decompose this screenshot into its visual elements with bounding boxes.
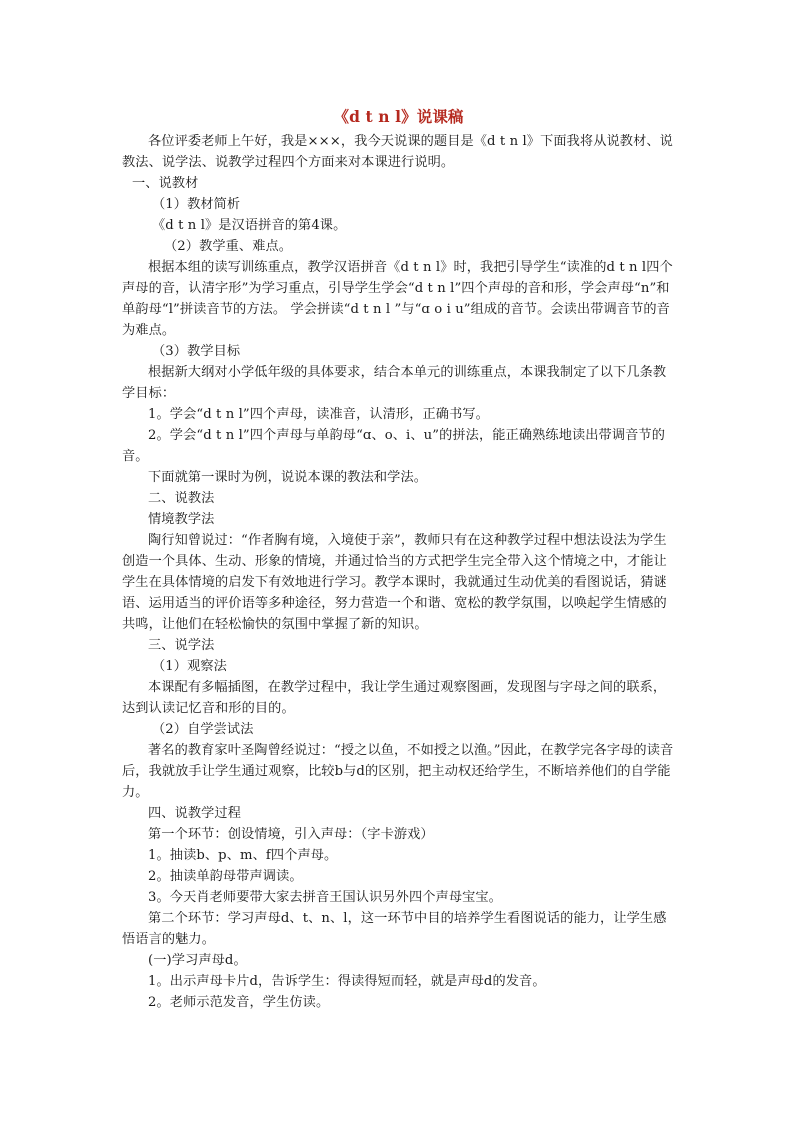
learn-d-item-2: 2。老师示范发音，学生仿读。	[148, 995, 330, 1010]
subheading-situational-method: 情境教学法	[148, 512, 215, 527]
section-heading-learning-method: 三、说学法	[148, 638, 215, 653]
step-one-item-2: 2。抽读单韵母带声调读。	[148, 869, 303, 884]
intro-paragraph: 各位评委老师上午好，我是×××，我今天说课的题目是《d t n l》下面我将从说教材、说教法、说学法、说教学过程四个方面来对本课进行说明。	[122, 134, 673, 170]
paragraph-situational-method: 陶行知曾说过：“作者胸有境，入境使于亲”，教师只有在这种教学过程中想法设法为学生创造一个具体、生动、形象的情境，并通过恰当的方式把学生完全带入这个情境之中，才能让学生在具体情境的启发下有效地进行学习。教学本课时，我就通过生动优美的看图说话，猜谜语、运用适当的评价语等多种途径，努力营造一个和谐、宽松的教学氛围，以唤起学生情感的共鸣，让他们在轻松愉快的氛围中掌握了新的知识。	[122, 533, 667, 632]
subheading-self-study: （2）自学尝试法	[152, 722, 254, 737]
document-page	[122, 103, 675, 1013]
paragraph-observation: 本课配有多幅插图，在教学过程中，我让学生通过观察图画，发现图与字母之间的联系，达到认读记忆音和形的目的。	[122, 680, 667, 716]
section-heading-process: 四、说教学过程	[148, 806, 242, 821]
goal-item-2: 2。学会“d t n l”四个声母与单韵母“ɑ、o、i、u”的拼法，能正确熟练地读出带调音节的音。	[122, 428, 665, 464]
paragraph-step-two: 第二个环节：学习声母d、t、n、l，这一环节中目的培养学生看图说话的能力，让学生感悟语言的魅力。	[122, 911, 667, 947]
paragraph-step-one: 第一个环节：创设情境，引入声母：（字卡游戏）	[148, 827, 434, 842]
paragraph-lesson-number: 《d t n l》是汉语拼音的第4课。	[152, 218, 347, 233]
subheading-observation: （1）观察法	[152, 659, 227, 674]
step-one-item-1: 1。抽读b、p、m、f四个声母。	[148, 848, 338, 863]
paragraph-self-study: 著名的教育家叶圣陶曾经说过：“授之以鱼，不如授之以渔。”因此，在教学完各字母的读音后，我就放手让学生通过观察，比较b与d的区别，把主动权还给学生，不断培养他们的自学能力。	[122, 743, 674, 800]
step-one-item-3: 3。今天肖老师要带大家去拼音王国认识另外四个声母宝宝。	[148, 890, 502, 905]
section-heading-teaching-method: 二、说教法	[148, 491, 215, 506]
section-heading-textbook: 一、说教材	[132, 176, 199, 191]
paragraph-goals-intro: 根据新大纲对小学低年级的具体要求，结合本单元的训练重点，本课我制定了以下几条教学目标：	[122, 365, 667, 401]
subheading-key-points: （2）教学重、难点。	[164, 239, 293, 254]
subheading-learn-d: (一)学习声母d。	[148, 953, 247, 968]
document-title: 《d t n l》说课稿	[333, 107, 464, 126]
goal-item-1: 1。学会“d t n l”四个声母，读准音，认清形，正确书写。	[148, 407, 489, 422]
subheading-goals: （3）教学目标	[152, 344, 241, 359]
paragraph-key-points: 根据本组的读写训练重点，教学汉语拼音《d t n l》时，我把引导学生“读准的d t n l四个声母的音，认清字形”为学习重点，引导学生学会“d t n l”四个声母的音和形，学会声母“n”和单韵母“l”拼读音节的方法。 学会拼读“d t n l ”与“ɑ o i u”组成的音节。会读出带调音节的音为难点。	[122, 260, 673, 338]
paragraph-transition: 下面就第一课时为例，说说本课的教法和学法。	[148, 470, 428, 485]
subheading-analysis: （1）教材简析	[152, 197, 241, 212]
learn-d-item-1: 1。出示声母卡片d，告诉学生：得读得短而轻，就是声母d的发音。	[148, 974, 546, 989]
